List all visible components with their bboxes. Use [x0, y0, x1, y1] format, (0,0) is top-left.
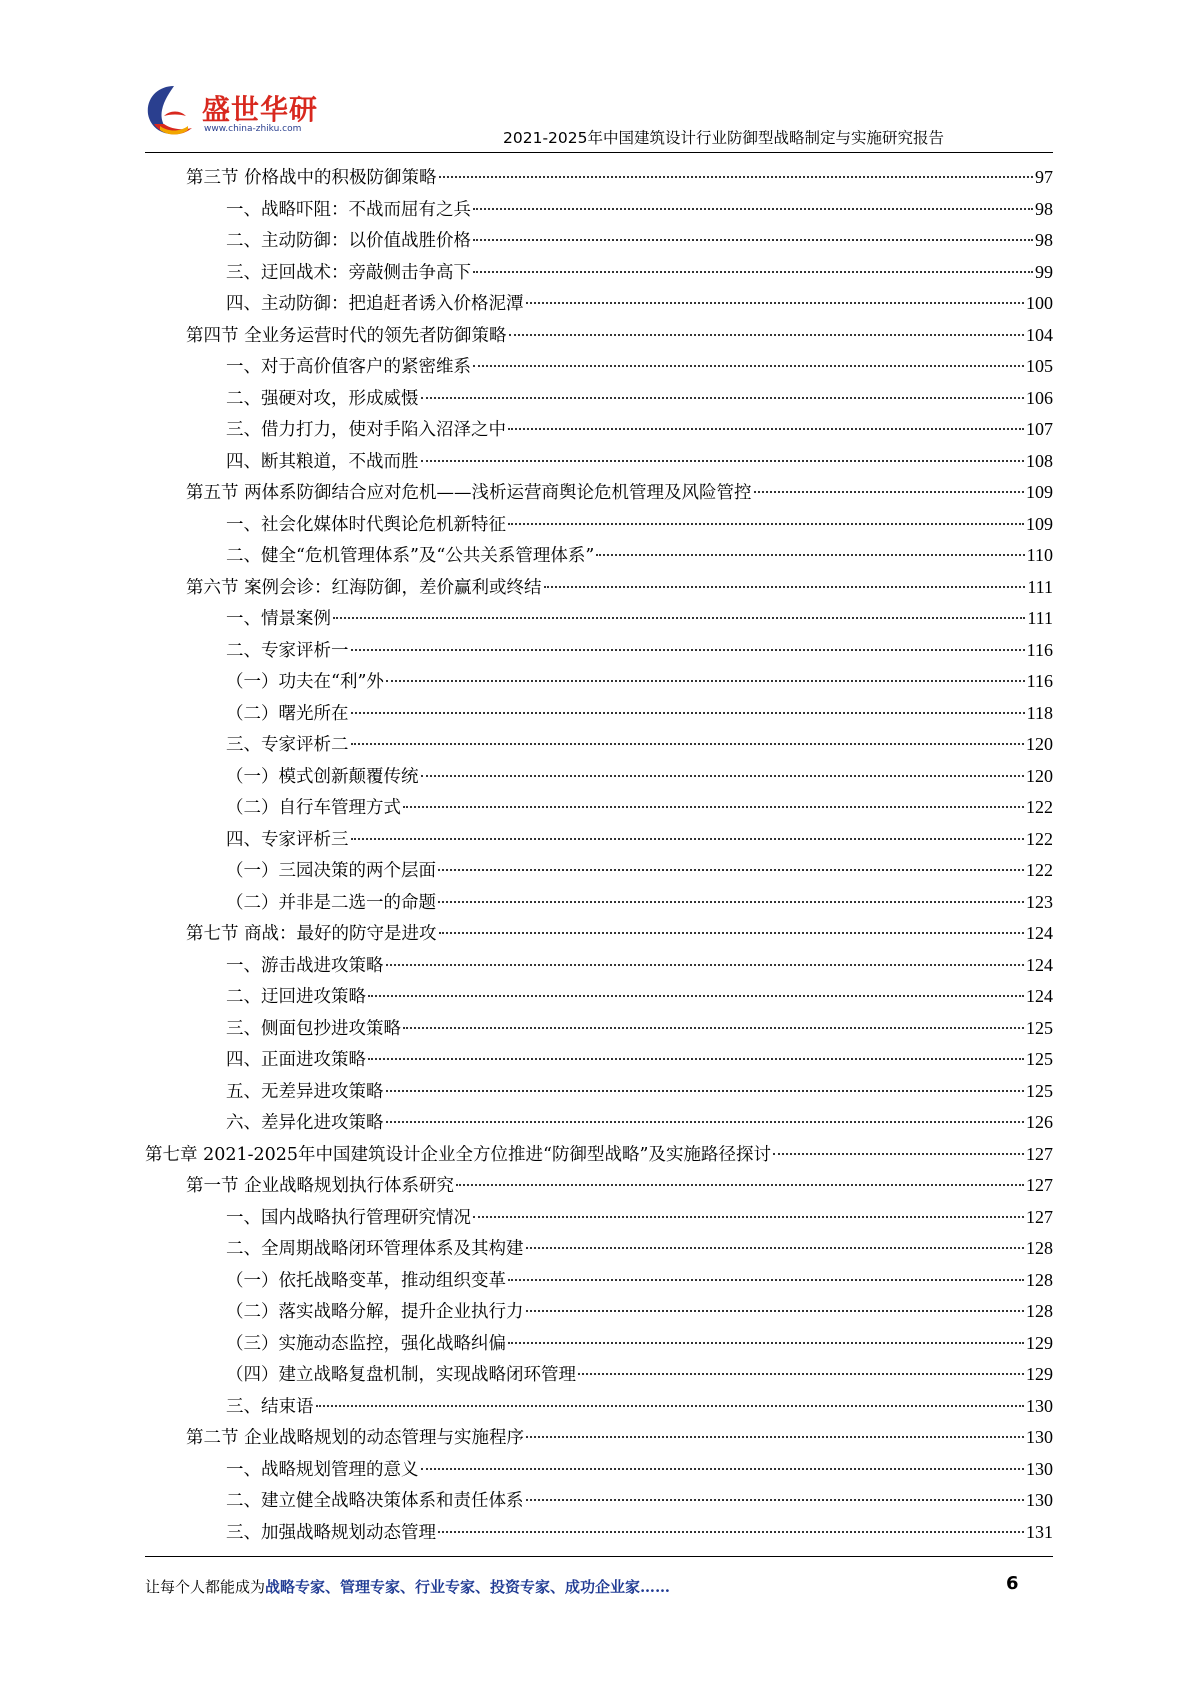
- toc-entry[interactable]: [226, 950, 1053, 980]
- toc-entry-label: 第七章 2021-2025年中国建筑设计企业全方位推进“防御型战略”及实施路径探讨: [145, 1144, 771, 1165]
- toc-entry-label: （一）三园决策的两个层面: [226, 861, 436, 881]
- slogan-prefix: 让每个人都能成为: [145, 1578, 266, 1596]
- toc-leader-dots: [351, 649, 1025, 651]
- toc-entry-label: 一、战略规划管理的意义: [226, 1459, 419, 1480]
- toc-leader-dots: [368, 1058, 1024, 1060]
- toc-entry[interactable]: [226, 698, 1053, 728]
- toc-entry-label: （二）自行车管理方式: [226, 798, 401, 818]
- toc-entry-page: 124: [1026, 986, 1053, 1006]
- toc-entry-label: 四、专家评析三: [226, 829, 349, 850]
- company-logo: [140, 80, 380, 150]
- toc-entry-label: 一、游击战进攻策略: [226, 955, 384, 976]
- toc-entry-label: 三、加强战略规划动态管理: [226, 1522, 436, 1543]
- toc-entry[interactable]: [226, 414, 1053, 444]
- toc-entry-page: 127: [1026, 1175, 1053, 1195]
- toc-entry-page: 125: [1026, 1049, 1053, 1069]
- toc-leader-dots: [403, 806, 1024, 808]
- toc-entry-page: 108: [1026, 450, 1053, 471]
- toc-entry[interactable]: [226, 1076, 1053, 1106]
- toc-leader-dots: [473, 239, 1033, 241]
- toc-leader-dots: [473, 208, 1033, 210]
- toc-entry[interactable]: [226, 1044, 1053, 1074]
- toc-leader-dots: [508, 1279, 1024, 1281]
- toc-leader-dots: [386, 1090, 1025, 1092]
- toc-entry-label: （一）模式创新颠覆传统: [226, 766, 419, 787]
- toc-entry-page: 109: [1026, 513, 1053, 534]
- toc-entry[interactable]: [226, 351, 1053, 381]
- header-divider: [145, 152, 1053, 153]
- toc-entry-page: 111: [1027, 576, 1053, 597]
- toc-entry-label: 四、正面进攻策略: [226, 1050, 366, 1070]
- toc-entry[interactable]: [226, 635, 1053, 665]
- toc-leader-dots: [421, 397, 1025, 399]
- logo-url: www.china-zhiku.com: [204, 124, 302, 134]
- toc-entry-label: （三）实施动态监控，强化战略纠偏: [226, 1333, 506, 1354]
- toc-leader-dots: [316, 1405, 1025, 1407]
- toc-leader-dots: [526, 1310, 1025, 1312]
- toc-leader-dots: [544, 586, 1026, 588]
- toc-leader-dots: [421, 1468, 1025, 1470]
- toc-entry-page: 124: [1026, 954, 1053, 975]
- toc-leader-dots: [368, 995, 1024, 997]
- toc-leader-dots: [439, 176, 1033, 178]
- footer-slogan: [145, 1576, 670, 1597]
- toc-entry[interactable]: [186, 320, 1053, 350]
- toc-entry-page: 110: [1026, 545, 1053, 565]
- toc-entry-page: 128: [1026, 1269, 1053, 1290]
- toc-entry[interactable]: [226, 509, 1053, 539]
- toc-entry-page: 105: [1026, 356, 1053, 376]
- toc-entry[interactable]: [226, 1454, 1053, 1484]
- toc-entry-label: 一、社会化媒体时代舆论危机新特征: [226, 514, 506, 535]
- toc-entry[interactable]: [226, 1013, 1053, 1043]
- toc-entry-page: 128: [1026, 1301, 1053, 1321]
- toc-entry[interactable]: [226, 1485, 1053, 1515]
- toc-entry-label: （二）并非是二选一的命题: [226, 892, 436, 913]
- toc-entry-page: 116: [1026, 639, 1053, 660]
- document-title: 2021-2025年中国建筑设计行业防御型战略制定与实施研究报告: [503, 129, 944, 147]
- toc-entry-page: 127: [1026, 1206, 1053, 1227]
- toc-entry-label: 第三节 价格战中的积极防御策略: [186, 168, 437, 188]
- page-number: 6: [1006, 1573, 1019, 1594]
- toc-entry[interactable]: [186, 1170, 1053, 1200]
- toc-leader-dots: [508, 428, 1024, 430]
- toc-entry-label: 四、断其粮道，不战而胜: [226, 451, 419, 472]
- toc-entry[interactable]: [186, 477, 1053, 507]
- toc-entry-label: 第二节 企业战略规划的动态管理与实施程序: [186, 1428, 525, 1448]
- toc-entry-page: 125: [1026, 1080, 1053, 1101]
- toc-entry[interactable]: [226, 540, 1053, 570]
- toc-entry[interactable]: [226, 288, 1053, 318]
- toc-entry-label: 四、主动防御：把追赶者诱入价格泥潭: [226, 294, 524, 314]
- toc-entry-label: 二、建立健全战略决策体系和责任体系: [226, 1491, 524, 1511]
- toc-entry[interactable]: [226, 383, 1053, 413]
- toc-entry-page: 127: [1026, 1143, 1053, 1164]
- toc-entry-page: 130: [1026, 1427, 1053, 1447]
- toc-leader-dots: [438, 869, 1024, 871]
- toc-leader-dots: [526, 1499, 1025, 1501]
- toc-entry[interactable]: [226, 887, 1053, 917]
- toc-entry-page: 130: [1026, 1395, 1053, 1416]
- toc-leader-dots: [386, 964, 1025, 966]
- toc-entry-page: 97: [1035, 167, 1053, 187]
- toc-entry[interactable]: [226, 446, 1053, 476]
- toc-entry[interactable]: [226, 824, 1053, 854]
- toc-entry[interactable]: [186, 572, 1053, 602]
- toc-leader-dots: [473, 1216, 1024, 1218]
- toc-entry-page: 98: [1035, 230, 1053, 250]
- toc-entry-label: 二、强硬对攻，形成威慑: [226, 388, 419, 409]
- toc-entry-page: 123: [1026, 891, 1053, 912]
- toc-entry[interactable]: [226, 761, 1053, 791]
- toc-entry[interactable]: [226, 257, 1053, 287]
- toc-entry[interactable]: [226, 225, 1053, 255]
- toc-entry-label: 二、健全“危机管理体系”及“公共关系管理体系”: [226, 546, 595, 566]
- toc-entry-label: （一）依托战略变革，推动组织变革: [226, 1270, 506, 1291]
- toc-entry-page: 98: [1035, 198, 1053, 219]
- toc-leader-dots: [754, 491, 1024, 493]
- toc-entry-page: 122: [1026, 828, 1053, 849]
- toc-entry-label: 第七节 商战：最好的防守是进攻: [186, 924, 437, 944]
- toc-entry-page: 118: [1026, 702, 1053, 723]
- logo-text: 盛世华研: [202, 93, 319, 126]
- toc-entry[interactable]: [226, 666, 1053, 696]
- toc-entry-page: 129: [1026, 1364, 1053, 1384]
- toc-entry[interactable]: [226, 1391, 1053, 1421]
- toc-leader-dots: [351, 838, 1025, 840]
- toc-entry-label: 第六节 案例会诊：红海防御，差价赢利或终结: [186, 577, 542, 598]
- toc-entry-label: （二）落实战略分解，提升企业执行力: [226, 1302, 524, 1322]
- toc-leader-dots: [578, 1373, 1024, 1375]
- toc-leader-dots: [509, 334, 1024, 336]
- toc-entry-label: 三、借力打力，使对手陷入沼泽之中: [226, 420, 506, 440]
- toc-entry-page: 99: [1035, 261, 1053, 282]
- toc-entry[interactable]: [226, 1359, 1053, 1389]
- toc-entry-page: 120: [1026, 765, 1053, 786]
- toc-entry[interactable]: [226, 1296, 1053, 1326]
- toc-leader-dots: [473, 365, 1024, 367]
- toc-entry-label: 三、专家评析二: [226, 735, 349, 755]
- toc-leader-dots: [438, 901, 1024, 903]
- toc-entry-page: 126: [1026, 1112, 1053, 1132]
- toc-entry-label: 第五节 两体系防御结合应对危机——浅析运营商舆论危机管理及风险管控: [186, 483, 752, 503]
- slogan-highlight: 战略专家、管理专家、行业专家、投资专家、成功企业家……: [265, 1578, 671, 1596]
- toc-entry-label: 第四节 全业务运营时代的领先者防御策略: [186, 325, 507, 346]
- toc-entry[interactable]: [226, 1233, 1053, 1263]
- toc-leader-dots: [351, 712, 1025, 714]
- toc-entry-label: 一、对于高价值客户的紧密维系: [226, 357, 471, 377]
- toc-leader-dots: [421, 460, 1025, 462]
- toc-entry[interactable]: [186, 162, 1053, 192]
- toc-entry-label: （一）功夫在“利”外: [226, 672, 384, 692]
- toc-entry[interactable]: [226, 1328, 1053, 1358]
- toc-leader-dots: [773, 1153, 1024, 1155]
- toc-entry-label: （二）曙光所在: [226, 703, 349, 724]
- toc-entry-label: 二、迂回进攻策略: [226, 987, 366, 1007]
- toc-leader-dots: [439, 932, 1024, 934]
- toc-leader-dots: [473, 271, 1033, 273]
- toc-entry-label: （四）建立战略复盘机制，实现战略闭环管理: [226, 1365, 576, 1385]
- toc-entry[interactable]: [226, 1202, 1053, 1232]
- toc-entry-label: 二、专家评析一: [226, 640, 349, 661]
- toc-leader-dots: [526, 302, 1025, 304]
- toc-entry-page: 131: [1026, 1521, 1053, 1542]
- toc-leader-dots: [333, 617, 1025, 619]
- toc-leader-dots: [438, 1531, 1024, 1533]
- toc-leader-dots: [403, 1027, 1024, 1029]
- toc-leader-dots: [421, 775, 1025, 777]
- toc-entry-page: 104: [1026, 324, 1053, 345]
- toc-entry-label: 一、情景案例: [226, 609, 331, 629]
- toc-leader-dots: [526, 1436, 1024, 1438]
- toc-leader-dots: [386, 1121, 1025, 1123]
- toc-leader-dots: [508, 1342, 1024, 1344]
- toc-entry-page: 129: [1026, 1332, 1053, 1353]
- toc-entry[interactable]: [145, 1139, 1053, 1169]
- toc-entry-page: 111: [1027, 608, 1053, 628]
- toc-entry-page: 106: [1026, 387, 1053, 408]
- toc-entry[interactable]: [226, 603, 1053, 633]
- toc-entry-page: 122: [1026, 797, 1053, 817]
- toc-entry[interactable]: [226, 729, 1053, 759]
- toc-entry[interactable]: [226, 194, 1053, 224]
- toc-leader-dots: [526, 1247, 1025, 1249]
- logo-icon: [140, 80, 204, 144]
- toc-entry[interactable]: [186, 1422, 1053, 1452]
- toc-entry-label: 二、全周期战略闭环管理体系及其构建: [226, 1239, 524, 1259]
- toc-entry[interactable]: [226, 792, 1053, 822]
- toc-entry-page: 120: [1026, 734, 1053, 754]
- toc-leader-dots: [596, 554, 1024, 556]
- toc-entry-page: 122: [1026, 860, 1053, 880]
- page-header: [0, 0, 1191, 156]
- toc-entry[interactable]: [186, 918, 1053, 948]
- toc-leader-dots: [386, 680, 1025, 682]
- toc-entry[interactable]: [226, 1107, 1053, 1137]
- toc-entry-label: 一、战略吓阻：不战而屈有之兵: [226, 199, 471, 220]
- toc-entry-page: 130: [1026, 1458, 1053, 1479]
- toc-entry-page: 107: [1026, 419, 1053, 439]
- toc-entry-page: 116: [1026, 671, 1053, 691]
- toc-entry[interactable]: [226, 1265, 1053, 1295]
- toc-entry-label: 三、迂回战术：旁敲侧击争高下: [226, 262, 471, 283]
- toc-entry-label: 六、差异化进攻策略: [226, 1113, 384, 1133]
- toc-entry-page: 124: [1026, 923, 1053, 943]
- toc-entry-label: 一、国内战略执行管理研究情况: [226, 1207, 471, 1228]
- toc-entry-label: 第一节 企业战略规划执行体系研究: [186, 1176, 455, 1196]
- toc-entry-page: 125: [1026, 1017, 1053, 1038]
- toc-entry-label: 二、主动防御：以价值战胜价格: [226, 231, 471, 251]
- toc-entry-label: 三、侧面包抄进攻策略: [226, 1018, 401, 1039]
- toc-entry-page: 130: [1026, 1490, 1053, 1510]
- toc-entry[interactable]: [226, 1517, 1053, 1547]
- toc-leader-dots: [508, 523, 1024, 525]
- footer-divider: [145, 1556, 1053, 1557]
- toc-entry-page: 100: [1026, 293, 1053, 313]
- toc-leader-dots: [351, 743, 1025, 745]
- toc-entry-label: 五、无差异进攻策略: [226, 1081, 384, 1102]
- toc-entry-page: 128: [1026, 1238, 1053, 1258]
- toc-entry[interactable]: [226, 981, 1053, 1011]
- toc-entry-page: 109: [1026, 482, 1053, 502]
- toc-entry[interactable]: [226, 855, 1053, 885]
- toc-entry-label: 三、结束语: [226, 1396, 314, 1417]
- toc-leader-dots: [456, 1184, 1024, 1186]
